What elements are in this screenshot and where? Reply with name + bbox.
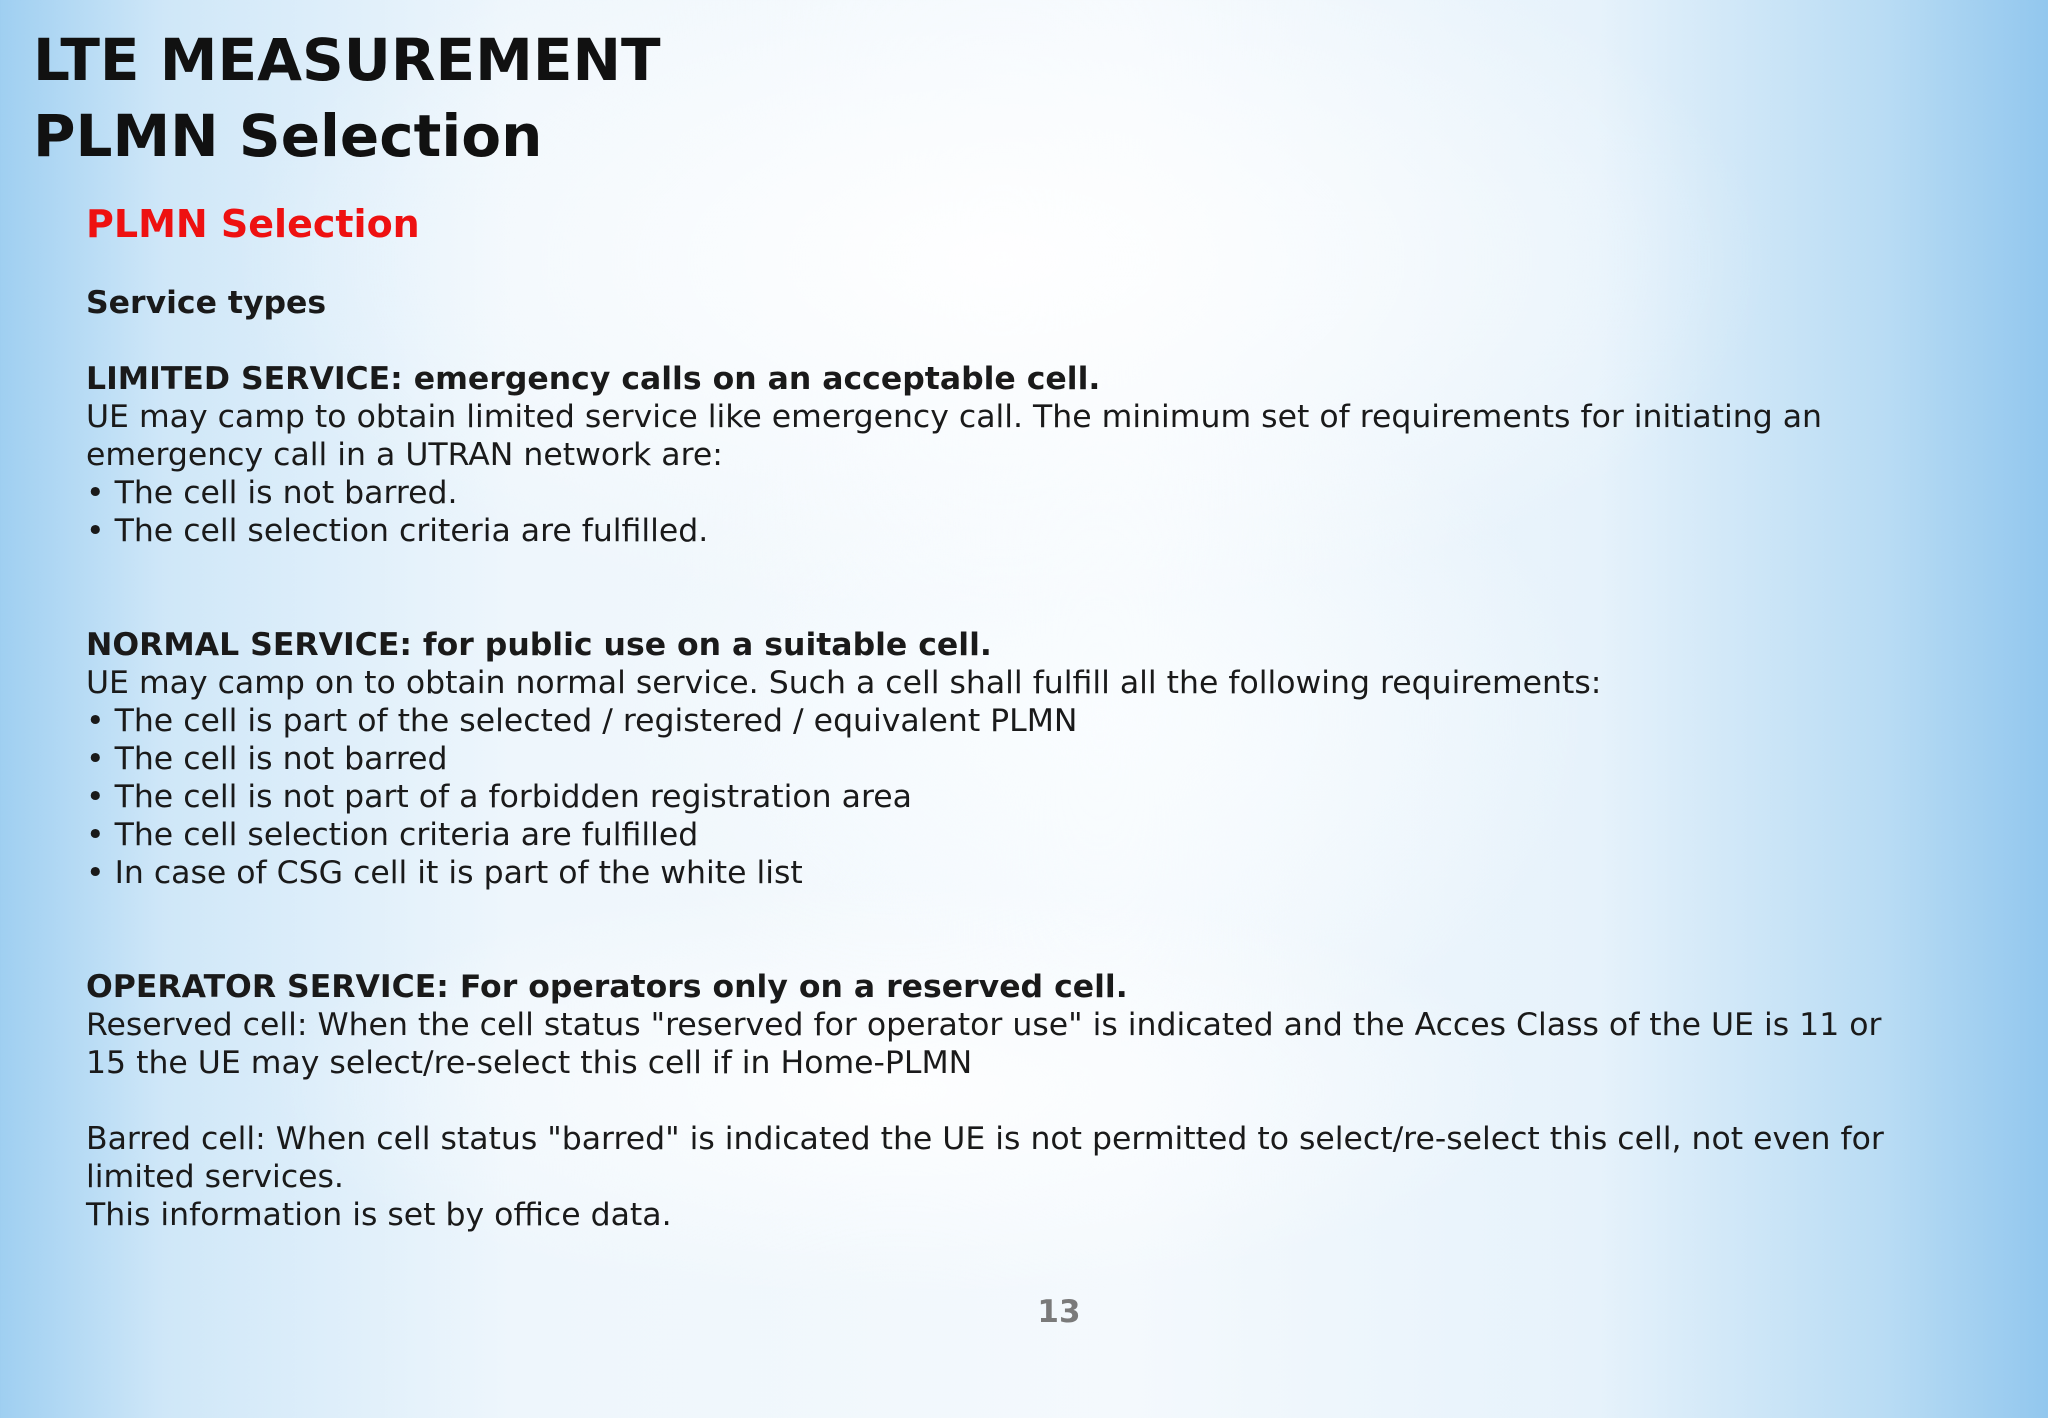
service-types-heading: Service types [86, 285, 327, 321]
operator-service-block [86, 968, 1966, 1234]
reserved-cell-text-line: 15 the UE may select/re-select this cell if in Home-PLMN [86, 1045, 973, 1081]
slide-content [86, 200, 1966, 1234]
limited-service-text-line: UE may camp to obtain limited service like emergency call. The minimum set of requirements for initiating an [86, 399, 1823, 435]
limited-service-block [86, 360, 1966, 550]
normal-service-heading: NORMAL SERVICE: for public use on a suitable cell. [86, 627, 992, 663]
limited-service-heading: LIMITED SERVICE: emergency calls on an acceptable cell. [86, 361, 1101, 397]
normal-service-bullet: • The cell is not part of a forbidden registration area [86, 779, 912, 815]
reserved-cell-text-line: Reserved cell: When the cell status "reserved for operator use" is indicated and the Acces Class of the UE is 11 or [86, 1007, 1882, 1043]
limited-service-bullet: • The cell selection criteria are fulfilled. [86, 513, 709, 549]
office-data-note: This information is set by office data. [86, 1197, 672, 1233]
barred-cell-text-line: limited services. [86, 1159, 344, 1195]
operator-service-heading: OPERATOR SERVICE: For operators only on a reserved cell. [86, 969, 1128, 1005]
section-heading: PLMN Selection [86, 202, 420, 246]
slide-title-line-1: LTE MEASUREMENT [33, 26, 661, 94]
normal-service-bullet: • In case of CSG cell it is part of the white list [86, 855, 803, 891]
normal-service-bullet: • The cell is part of the selected / registered / equivalent PLMN [86, 703, 1078, 739]
normal-service-text-line: UE may camp on to obtain normal service. Such a cell shall fulfill all the following requirements: [86, 665, 1602, 701]
barred-cell-text-line: Barred cell: When cell status "barred" is indicated the UE is not permitted to select/re-select this cell, not even for [86, 1121, 1884, 1157]
normal-service-bullet: • The cell is not barred [86, 741, 448, 777]
limited-service-bullet: • The cell is not barred. [86, 475, 458, 511]
normal-service-bullet: • The cell selection criteria are fulfilled [86, 817, 699, 853]
limited-service-text-line: emergency call in a UTRAN network are: [86, 437, 723, 473]
slide-title [33, 22, 661, 174]
page-number: 13 [1037, 1294, 1081, 1330]
normal-service-block [86, 626, 1966, 892]
slide-title-line-2: PLMN Selection [33, 102, 543, 170]
